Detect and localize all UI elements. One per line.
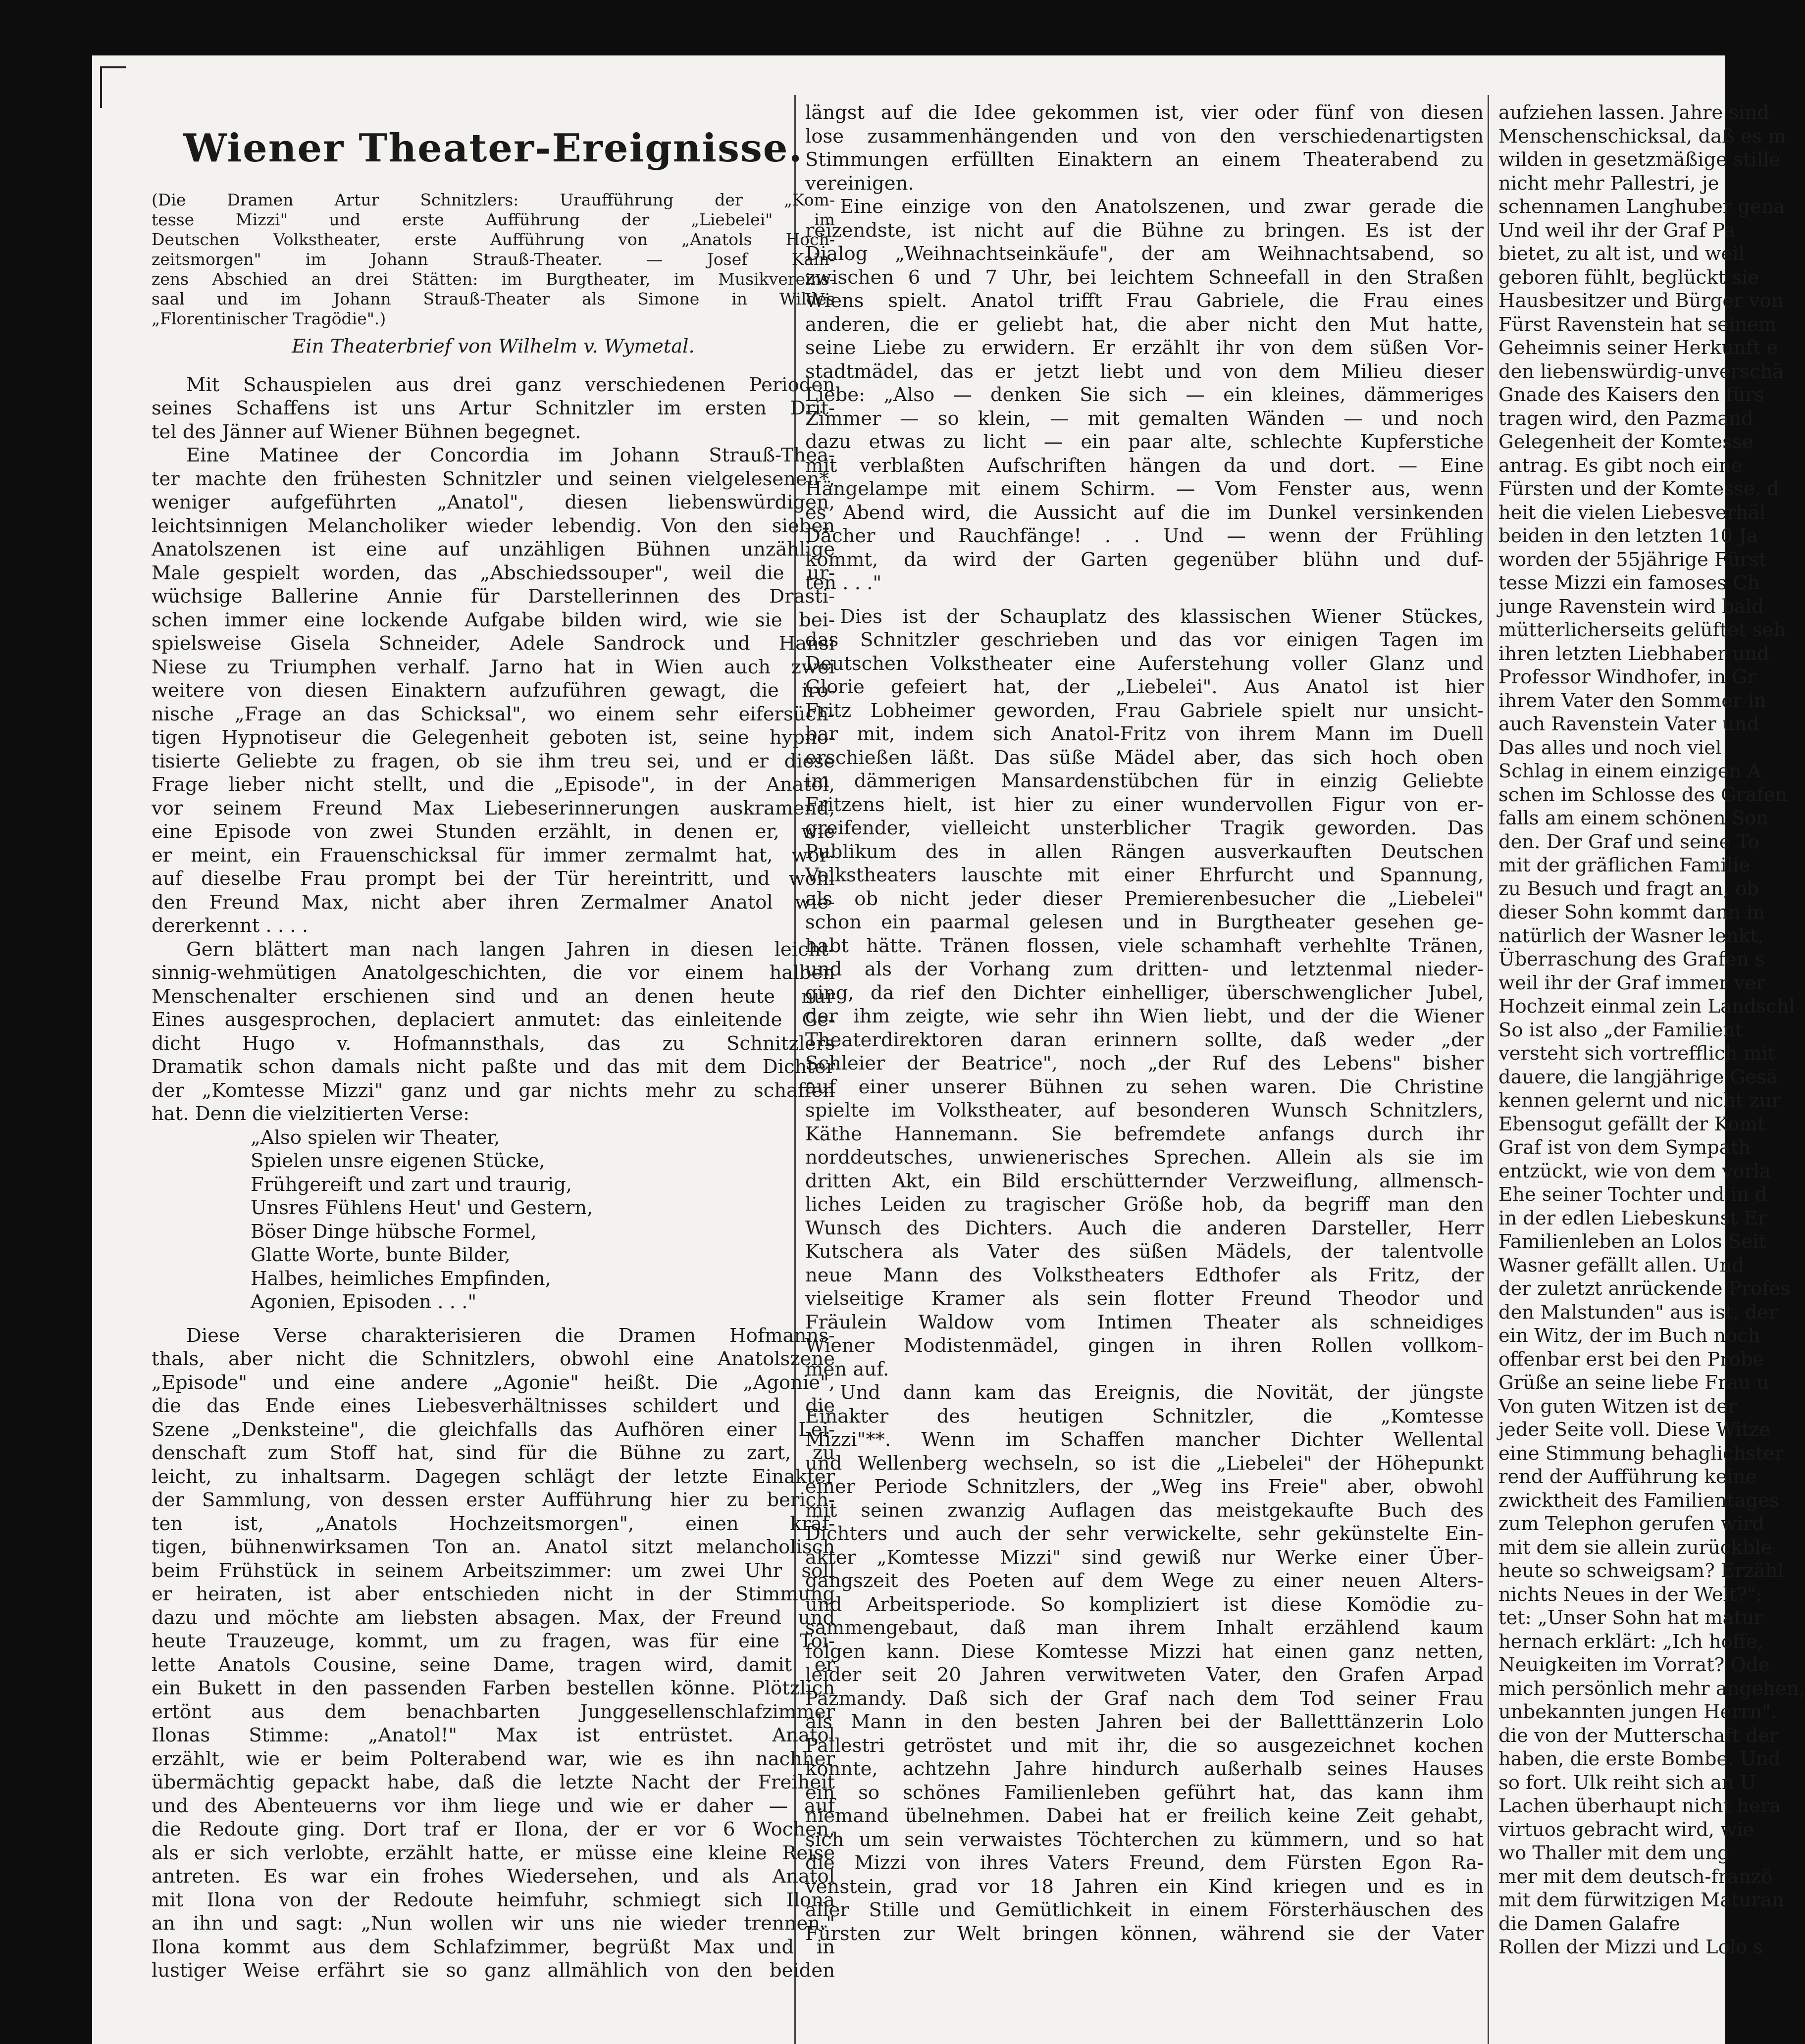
text-line: leichtsinnigen Melancholiker wieder lebendig. Von den sieben xyxy=(152,514,835,537)
text-line: jeder Seite voll. Diese Witze xyxy=(1498,1419,1771,1441)
text-line: Und weil ihr der Graf Pa xyxy=(1498,219,1736,242)
text-line: Schleier der Beatrice", noch „der Ruf des Lebens" bisher xyxy=(805,1052,1484,1074)
text-line: seine Liebe zu erwidern. Er erzählt ihr von dem süßen Vor- xyxy=(805,337,1484,359)
text-line: spielte im Volkstheater, auf besonderen Wunsch Schnitzlers, xyxy=(805,1099,1484,1122)
text-line: Pallestri getröstet und mit ihr, die so ausgezeichnet kochen xyxy=(805,1734,1484,1757)
text-line: es Abend wird, die Aussicht auf die im Dunkel versinkenden xyxy=(805,501,1484,524)
article-lead xyxy=(152,190,835,329)
text-line: den liebenswürdig-unverschä xyxy=(1498,360,1784,383)
text-line: sich um sein verwaistes Töchterchen zu kümmern, und so hat xyxy=(805,1828,1484,1851)
text-line: leicht, zu inhaltsarm. Dagegen schlägt der letzte Einakter xyxy=(152,1465,835,1488)
column-3-body xyxy=(1498,101,1805,1959)
text-line: Anatolszenen ist eine auf unzähligen Bühnen unzählige xyxy=(152,538,835,561)
verse-line: Spielen unsre eigenen Stücke, xyxy=(251,1150,545,1172)
text-line: Fritzens hielt, ist hier zu einer wundervollen Figur von er- xyxy=(805,793,1484,816)
text-line: Lachen überhaupt nicht hera xyxy=(1498,1795,1781,1817)
text-line: Gern blättert man nach langen Jahren in diesen leicht- xyxy=(186,938,835,961)
text-line: bar mit, indem sich Anatol-Fritz von ihrem Mann im Duell xyxy=(805,723,1484,745)
page-corner-mark xyxy=(100,66,126,108)
text-line: Fürst Ravenstein hat seinem xyxy=(1498,313,1777,336)
text-line: ten . . ." xyxy=(805,572,882,594)
text-line: geboren fühlt, beglückt sie xyxy=(1498,266,1759,289)
text-line: tigen Hypnotiseur die Gelegenheit geboten ist, seine hypno- xyxy=(152,726,835,749)
text-line: beim Frühstück in seinem Arbeitszimmer: um zwei Uhr soll xyxy=(152,1559,835,1582)
text-line: den. Der Graf und seine To xyxy=(1498,830,1759,853)
text-line: schen immer eine lockende Aufgabe bilden wird, wie sie bei- xyxy=(152,609,835,631)
text-line: antrag. Es gibt noch eine xyxy=(1498,454,1743,477)
text-line: falls am einem schönen Son xyxy=(1498,807,1769,829)
text-line: konnte, achtzehn Jahre hindurch außerhalb seines Hauses xyxy=(805,1758,1484,1780)
verse-line: Agonien, Episoden . . ." xyxy=(251,1291,477,1313)
text-line: schennamen Langhuber gena xyxy=(1498,196,1785,218)
text-line: sinnig-wehmütigen Anatolgeschichten, die vor einem halben xyxy=(152,962,835,984)
text-line: zu Besuch und fragt an, ob xyxy=(1498,877,1759,900)
text-line: Schlag in einem einzigen A xyxy=(1498,760,1761,782)
text-line: schon ein paarmal gelesen und in Burgtheater gesehen ge- xyxy=(805,911,1484,933)
text-line: ertönt aus dem benachbarten Junggesellenschlafzimmer xyxy=(152,1700,835,1723)
text-line: Volkstheaters lauschte mit einer Ehrfurcht und Spannung, xyxy=(805,864,1484,886)
text-line: dicht Hugo v. Hofmannsthals, das zu Schnitzlers xyxy=(152,1032,835,1055)
text-line: Gnade des Kaisers den fürs xyxy=(1498,384,1764,406)
text-line: ging, da rief den Dichter einhelliger, überschwenglicher Jubel, xyxy=(805,981,1484,1004)
text-line: Eine Matinee der Concordia im Johann Strauß-Thea- xyxy=(186,444,835,466)
text-line: übermächtig gepackt habe, daß die letzte Nacht der Freiheit xyxy=(152,1771,835,1793)
text-line: Grüße an seine liebe Frau u xyxy=(1498,1372,1769,1394)
text-line: virtuos gebracht wird, wie xyxy=(1498,1818,1754,1841)
text-line: tigen, bühnenwirksamen Ton an. Anatol sitzt melancholisch xyxy=(152,1536,835,1558)
text-line: und als der Vorhang zum dritten- und letztenmal nieder- xyxy=(805,958,1484,980)
text-line: tel des Jänner auf Wiener Bühnen begegnet. xyxy=(152,420,581,443)
text-line: nicht mehr Pallestri, je xyxy=(1498,172,1719,195)
lead-line: tesse Mizzi" und erste Aufführung der „Liebelei" im xyxy=(152,210,835,229)
text-line: schen im Schlosse des Grafen xyxy=(1498,783,1788,806)
text-line: mit dem sie allein zurückble xyxy=(1498,1536,1772,1559)
text-line: er meint, ein Frauenschicksal für immer zermalmt hat, wor- xyxy=(152,844,835,867)
text-line: mit Ilona von der Redoute heimfuhr, schmiegt sich Ilona xyxy=(152,1889,835,1911)
text-line: die Damen Galafre xyxy=(1498,1912,1680,1935)
text-line: einer Periode Schnitzlers, der „Weg ins Freie" aber, obwohl xyxy=(805,1476,1484,1498)
lead-line: zens Abschied an drei Stätten: im Burgtheater, im Musikvereins- xyxy=(152,269,835,289)
text-line: als Mann in den besten Jahren bei der Balletttänzerin Lolo xyxy=(805,1711,1484,1733)
text-line: Publikum des in allen Rängen ausverkauften Deutschen xyxy=(805,840,1484,863)
text-line: Überraschung des Grafen s xyxy=(1498,948,1765,971)
text-line: lette Anatols Cousine, seine Dame, tragen wird, damit er xyxy=(152,1653,835,1676)
text-line: greifender, vielleicht unsterblicher Tragik geworden. Das xyxy=(805,817,1484,839)
text-line: mütterlicherseits gelüftet seh xyxy=(1498,619,1786,641)
text-line: heute Trauzeuge, kommt, um zu fragen, was für eine Toi- xyxy=(152,1630,835,1652)
column-1 xyxy=(152,100,835,2044)
text-line: und Arbeitsperiode. So kompliziert ist diese Komödie zu- xyxy=(805,1593,1484,1616)
text-line: ein Witz, der im Buch noch xyxy=(1498,1325,1760,1347)
text-line: Dies ist der Schauplatz des klassischen Wiener Stückes, xyxy=(840,605,1484,628)
text-line: Ehe seiner Tochter und in d xyxy=(1498,1183,1767,1206)
text-line: gangszeit des Poeten auf dem Wege zu einer neuen Alters- xyxy=(805,1570,1484,1592)
text-line: als er sich verlobte, erzählt hatte, er müsse eine kleine Reise xyxy=(152,1841,835,1864)
text-line: und des Abenteuerns vor ihm liege und wie er daher — auf xyxy=(152,1794,835,1817)
text-line: dazu etwas zu licht — ein paar alte, schlechte Kupferstiche xyxy=(805,431,1484,453)
text-line: beiden in den letzten 10 Ja xyxy=(1498,525,1758,547)
text-line: Fritz Lobheimer geworden, Frau Gabriele spielt nur unsicht- xyxy=(805,699,1484,722)
text-line: Hängelampe mit einem Schirm. — Vom Fenster aus, wenn xyxy=(805,478,1484,500)
text-line: unbekannten jungen Herrn". xyxy=(1498,1701,1777,1723)
text-line: Ebensogut gefällt der Komt xyxy=(1498,1113,1765,1135)
lead-line: „Florentinischer Tragödie".) xyxy=(152,309,386,328)
text-line: eine Episode von zwei Stunden erzählt, in denen er, wie xyxy=(152,820,835,843)
text-line: Frage lieber nicht stellt, und die „Episode", in der Anatol, xyxy=(152,773,835,796)
text-line: auch Ravenstein Vater und xyxy=(1498,713,1759,735)
text-line: Professor Windhofer, in Gr xyxy=(1498,666,1756,688)
text-line: kommt, da wird der Garten gegenüber blühn und duf- xyxy=(805,548,1484,571)
text-line: leider seit 20 Jahren verwitweten Vater, den Grafen Arpad xyxy=(805,1664,1484,1686)
text-line: ein Bukett in den passenden Farben bestellen könne. Plötzlich xyxy=(152,1677,835,1699)
text-line: dritten Akt, ein Bild erschütternder Verzweiflung, allmensch- xyxy=(805,1170,1484,1192)
text-line: Hausbesitzer und Bürger von xyxy=(1498,290,1784,312)
text-line: akter „Komtesse Mizzi" sind gewiß nur Werke einer Über- xyxy=(805,1546,1484,1569)
text-line: Mizzi"**. Wenn im Schaffen mancher Dichter Wellental xyxy=(805,1429,1484,1451)
text-line: und Wellenberg wechseln, so ist die „Liebelei" der Höhepunkt xyxy=(805,1452,1484,1475)
text-line: mich persönlich mehr angehen, xyxy=(1498,1677,1805,1700)
lead-line: saal und im Johann Strauß-Theater als Simone in Wildes xyxy=(152,289,835,308)
text-line: dazu und möchte am liebsten absagen. Max, der Freund und xyxy=(152,1606,835,1629)
text-line: ten ist, „Anatols Hochzeitsmorgen", einen kräf- xyxy=(152,1512,835,1535)
text-line: erschießen läßt. Das süße Mädel aber, das sich hoch oben xyxy=(805,746,1484,769)
text-line: Neuigkeiten im Vorrat? Ode xyxy=(1498,1654,1770,1676)
text-line: aufziehen lassen. Jahre sind xyxy=(1498,102,1769,124)
text-line: Dramatik schon damals nicht paßte und das mit dem Dichter xyxy=(152,1056,835,1078)
text-line: Deutschen Volkstheater eine Auferstehung voller Glanz und xyxy=(805,652,1484,675)
text-line: Fräulein Waldow vom Intimen Theater als schneidiges xyxy=(805,1311,1484,1333)
text-line: das Schnitzler geschrieben und das vor einigen Tagen im xyxy=(805,629,1484,651)
text-line: Wiener Modistenmädel, gingen in ihren Rollen vollkom- xyxy=(805,1334,1484,1357)
text-line: aller Stille und Gemütlichkeit in einem Försterhäuschen des xyxy=(805,1899,1484,1921)
text-line: ter machte den frühesten Schnitzler und seinen vielgelesenen*, xyxy=(152,467,835,490)
text-line: men auf. xyxy=(805,1358,889,1380)
text-line: Menschenschicksal, daß es m xyxy=(1498,125,1786,148)
lead-line: zeitsmorgen" im Johann Strauß-Theater. — Josef Kain- xyxy=(152,250,835,269)
text-line: haben, die erste Bombe. Und xyxy=(1498,1748,1781,1770)
text-line: weniger aufgeführten „Anatol", diesen liebenswürdigen, xyxy=(152,491,835,513)
text-line: nische „Frage an das Schicksal", wo einem sehr eifersüch- xyxy=(152,703,835,725)
text-line: wo Thaller mit dem ung xyxy=(1498,1842,1730,1864)
text-line: Käthe Hannemann. Sie befremdete anfangs durch ihr xyxy=(805,1123,1484,1145)
text-line: „Episode" und eine andere „Agonie" heißt. Die „Agonie", xyxy=(152,1371,835,1394)
text-line: junge Ravenstein wird bald xyxy=(1498,595,1764,618)
text-line: der Sammlung, von dessen erster Aufführung hier zu berich- xyxy=(152,1489,835,1511)
text-line: zum Telephon gerufen wird xyxy=(1498,1513,1765,1535)
text-line: mit verblaßten Aufschriften hängen da und dort. — Eine xyxy=(805,454,1484,477)
text-line: weil ihr der Graf immer ver xyxy=(1498,971,1765,994)
text-line: die Redoute ging. Dort traf er Ilona, der er vor 6 Wochen, xyxy=(152,1818,835,1840)
text-line: vor seinem Freund Max Liebeserinnerungen auskramend, xyxy=(152,797,835,819)
text-line: bietet, zu alt ist, und weil xyxy=(1498,243,1745,265)
text-line: mer mit dem deutsch-franzö xyxy=(1498,1865,1773,1888)
text-line: Wiens spielt. Anatol trifft Frau Gabriele, die Frau eines xyxy=(805,290,1484,312)
text-line: neue Mann des Volkstheaters Edthofer als Fritz, der xyxy=(805,1264,1484,1286)
lead-line: (Die Dramen Artur Schnitzlers: Uraufführung der „Kom- xyxy=(152,190,835,209)
text-line: Szene „Denksteine", die gleichfalls das Aufhören einer Lei- xyxy=(152,1418,835,1441)
text-line: Graf ist von dem Sympath xyxy=(1498,1136,1751,1159)
text-line: worden der 55jährige Fürst xyxy=(1498,548,1767,571)
paragraph-gap xyxy=(152,1314,835,1324)
text-line: dauere, die langjährige Gesä xyxy=(1498,1066,1778,1088)
text-line: seines Schaffens ist uns Artur Schnitzler im ersten Drit- xyxy=(152,397,835,419)
text-line: ein so schönes Familienleben geführt hat, das kann ihm xyxy=(805,1781,1484,1804)
text-line: ihren letzten Liebhaber und xyxy=(1498,642,1769,665)
text-line: auf dieselbe Frau prompt bei der Tür hereintritt, und wohl xyxy=(152,868,835,890)
paragraph-gap xyxy=(805,595,1484,605)
text-line: Gelegenheit der Komtesse xyxy=(1498,431,1753,453)
verse-line: Böser Dinge hübsche Formel, xyxy=(251,1220,537,1243)
text-line: offenbar erst bei den Probe xyxy=(1498,1348,1764,1371)
text-line: Stimmungen erfüllten Einaktern an einem Theaterabend zu xyxy=(805,149,1484,171)
text-line: den Malstunden" aus ist, der xyxy=(1498,1301,1778,1324)
text-line: Dächer und Rauchfänge! . . Und — wenn der Frühling xyxy=(805,525,1484,547)
text-line: Glorie gefeiert hat, der „Liebelei". Aus Anatol ist hier xyxy=(805,676,1484,698)
text-line: Liebe: „Also — denken Sie sich — ein kleines, dämmeriges xyxy=(805,384,1484,406)
text-line: niemand übelnehmen. Dabei hat er freilich keine Zeit gehabt, xyxy=(805,1805,1484,1827)
text-line: weitere von diesen Einaktern aufzuführen gewagt, die iro- xyxy=(152,679,835,702)
text-line: Ilonas Stimme: „Anatol!" Max ist entrüstet. Anatol xyxy=(152,1724,835,1746)
text-line: folgen kann. Diese Komtesse Mizzi hat einen ganz netten, xyxy=(805,1640,1484,1663)
text-line: tragen wird, den Pazmand xyxy=(1498,407,1753,430)
text-line: Diese Verse charakterisieren die Dramen Hofmanns- xyxy=(186,1324,835,1347)
text-line: die von der Mutterschaft der xyxy=(1498,1724,1779,1747)
text-line: norddeutsches, unwienerisches Sprechen. Allein als sie im xyxy=(805,1146,1484,1169)
newspaper-page xyxy=(92,55,1805,2044)
text-line: kennen gelernt und nicht zur xyxy=(1498,1089,1781,1112)
column-2-body xyxy=(805,101,1484,1945)
column-2 xyxy=(805,101,1484,2044)
text-line: rend der Aufführung keine xyxy=(1498,1466,1757,1488)
text-line: mit der gräflichen Familie xyxy=(1498,854,1751,876)
text-line: Fürsten zur Welt bringen können, während sie der Vater xyxy=(805,1922,1484,1945)
text-line: erzählt, wie er beim Polterabend war, wie es ihn nachher xyxy=(152,1747,835,1770)
text-line: anderen, die er geliebt hat, die aber nicht den Mut hatte, xyxy=(805,313,1484,336)
text-line: der ihm zeigte, wie sehr ihn Wien liebt, und der die Wiener xyxy=(805,1005,1484,1027)
text-line: der „Komtesse Mizzi" ganz und gar nichts mehr zu schaffen xyxy=(152,1079,835,1102)
text-line: so fort. Ulk reiht sich an U xyxy=(1498,1771,1756,1794)
text-line: tet: „Unser Sohn hat matur xyxy=(1498,1607,1763,1629)
text-line: Eines ausgesprochen, deplaciert anmutet: das einleitende Ge- xyxy=(152,1009,835,1031)
text-line: stadtmädel, das er jetzt liebt und von dem Milieu dieser xyxy=(805,360,1484,383)
text-line: ihrem Vater den Sommer in xyxy=(1498,689,1766,712)
text-line: im dämmerigen Mansardenstübchen für in einzig Geliebte xyxy=(805,770,1484,792)
text-line: Theaterdirektoren daran erinnern sollte, daß weder „der xyxy=(805,1028,1484,1051)
text-line: dieser Sohn kommt dann in xyxy=(1498,901,1765,923)
text-line: längst auf die Idee gekommen ist, vier oder fünf von diesen xyxy=(805,102,1484,124)
text-line: versteht sich vortrefflich mit xyxy=(1498,1042,1775,1065)
text-line: der zuletzt anrückende Profes xyxy=(1498,1278,1791,1300)
article-title: Wiener Theater-Ereignisse. xyxy=(183,126,803,171)
text-line: eine Stimmung behaglichster xyxy=(1498,1442,1784,1465)
text-line: wilden in gesetzmäßige stille xyxy=(1498,149,1781,171)
text-line: denschaft zum Stoff hat, sind für die Bühne zu zart, zu xyxy=(152,1442,835,1464)
text-line: Und dann kam das Ereignis, die Novität, der jüngste xyxy=(840,1381,1484,1404)
text-line: Einakter des heutigen Schnitzler, die „Komtesse xyxy=(805,1405,1484,1428)
text-line: Von guten Witzen ist der xyxy=(1498,1395,1737,1418)
text-line: hernach erklärt: „Ich hoffe, xyxy=(1498,1630,1764,1653)
text-line: hat. Denn die vielzitierten Verse: xyxy=(152,1103,470,1125)
text-line: Wasner gefällt allen. Und xyxy=(1498,1254,1744,1277)
text-line: Geheimnis seiner Herkunft e xyxy=(1498,337,1778,359)
verse-line: Glatte Worte, bunte Bilder, xyxy=(251,1244,511,1266)
lead-line: Deutschen Volkstheater, erste Aufführung von „Anatols Hoch- xyxy=(152,230,835,249)
text-line: die das Ende eines Liebesverhältnisses schildert und die xyxy=(152,1395,835,1417)
text-line: Fürsten und der Komtesse, d xyxy=(1498,478,1779,500)
text-line: an ihn und sagt: „Nun wollen wir uns nie wieder trennen." xyxy=(152,1912,835,1935)
column-rule xyxy=(1488,95,1489,2044)
text-line: heit die vielen Liebesverhäl xyxy=(1498,501,1766,524)
verse-line: Frühgereift und zart und traurig, xyxy=(251,1173,572,1196)
text-line: Ilona kommt aus dem Schlafzimmer, begrüßt Max und in xyxy=(152,1936,835,1958)
text-line: Rollen der Mizzi und Lolo s xyxy=(1498,1936,1763,1958)
text-line: entzückt, wie von dem vorla xyxy=(1498,1160,1771,1182)
text-line: Male gespielt worden, das „Abschiedssouper", weil die ur- xyxy=(152,562,835,584)
text-line: Pazmandy. Daß sich der Graf nach dem Tod seiner Frau xyxy=(805,1687,1484,1710)
text-line: die Mizzi von ihres Vaters Freund, dem Fürsten Egon Ra- xyxy=(805,1852,1484,1874)
text-line: tisierte Geliebte zu fragen, ob sie ihm treu sei, und er diese xyxy=(152,750,835,772)
verse-line: „Also spielen wir Theater, xyxy=(251,1126,500,1149)
text-line: liches Leiden zu tragischer Größe hob, da begriff man den xyxy=(805,1193,1484,1216)
text-line: antreten. Es war ein frohes Wiedersehen, und als Anatol xyxy=(152,1865,835,1888)
text-line: reizendste, ist nicht auf die Bühne zu bringen. Es ist der xyxy=(805,219,1484,242)
text-line: in der edlen Liebeskunst Er xyxy=(1498,1207,1767,1229)
text-line: So ist also „der Familient xyxy=(1498,1019,1743,1041)
text-line: Mit Schauspielen aus drei ganz verschiedenen Perioden xyxy=(186,373,835,396)
text-line: Niese zu Triumphen verhalf. Jarno hat in Wien auch zwei xyxy=(152,656,835,678)
text-line: Eine einzige von den Anatolszenen, und zwar gerade die xyxy=(840,196,1484,218)
text-line: Hochzeit einmal zein Landschl xyxy=(1498,995,1795,1018)
text-line: Dialog „Weihnachtseinkäufe", der am Weihnachtsabend, so xyxy=(805,243,1484,265)
text-line: mit seinen zwanzig Auflagen das meistgekaufte Buch des xyxy=(805,1499,1484,1522)
text-line: lose zusammenhängenden und von den verschiedenartigsten xyxy=(805,125,1484,148)
text-line: den Freund Max, nicht aber ihren Zermalmer Anatol wie- xyxy=(152,891,835,914)
text-line: sammengebaut, daß man ihrem Inhalt erzählend kaum xyxy=(805,1617,1484,1639)
text-line: zwicktheit des Familientages xyxy=(1498,1489,1779,1512)
text-line: auf einer unserer Bühnen zu sehen waren. Die Christine xyxy=(805,1075,1484,1098)
text-line: lustiger Weise erfährt sie so ganz allmählich von den beiden xyxy=(152,1959,835,1982)
text-line: nichts Neues in der Welt?"; xyxy=(1498,1583,1762,1606)
text-line: zwischen 6 und 7 Uhr, bei leichtem Schneefall in den Straßen xyxy=(805,266,1484,289)
text-line: thals, aber nicht die Schnitzlers, obwohl eine Anatolszene xyxy=(152,1348,835,1370)
verse-line: Unsres Fühlens Heut' und Gestern, xyxy=(251,1197,593,1219)
text-line: habt hätte. Tränen flossen, viele schamhaft verhehlte Tränen, xyxy=(805,934,1484,957)
text-line: mit dem fürwitzigen Maturan xyxy=(1498,1889,1784,1911)
text-line: heute so schweigsam? Erzähl xyxy=(1498,1560,1784,1582)
text-line: Zimmer — so klein, — mit gemalten Wänden — und noch xyxy=(805,407,1484,430)
text-line: Dichters und auch der sehr verwickelte, sehr gekünstelte Ein- xyxy=(805,1523,1484,1545)
text-line: als ob nicht jeder dieser Premierenbesucher die „Liebelei" xyxy=(805,887,1484,910)
text-line: vereinigen. xyxy=(805,172,914,195)
text-line: Wunsch des Dichters. Auch die anderen Darsteller, Herr xyxy=(805,1217,1484,1239)
verse-line: Halbes, heimliches Empfinden, xyxy=(251,1267,551,1290)
text-line: er heiraten, ist aber entschieden nicht in der Stimmung xyxy=(152,1583,835,1605)
text-line: spielsweise Gisela Schneider, Adele Sandrock und Hansi xyxy=(152,632,835,655)
text-line: tesse Mizzi ein famoses Ch xyxy=(1498,572,1760,594)
text-line: natürlich der Wasner lenkt, xyxy=(1498,924,1764,947)
text-line: dererkennt . . . . xyxy=(152,915,309,937)
text-line: Kutschera als Vater des süßen Mädels, der talentvolle xyxy=(805,1240,1484,1263)
text-line: Menschenalter erschienen sind und an denen heute nur xyxy=(152,985,835,1008)
column-3 xyxy=(1498,101,1805,2044)
text-line: venstein, grad vor 18 Jahren ein Kind kriegen und es in xyxy=(805,1875,1484,1898)
text-line: Das alles und noch viel xyxy=(1498,736,1722,759)
column-1-body xyxy=(152,373,835,1983)
text-line: vielseitige Kramer als sein flotter Freund Theodor und xyxy=(805,1287,1484,1310)
text-line: Familienleben an Lolos Seit xyxy=(1498,1230,1766,1253)
text-line: wüchsige Ballerine Annie für Darstellerinnen des Drasti- xyxy=(152,585,835,608)
article-byline: Ein Theaterbrief von Wilhelm v. Wymetal. xyxy=(292,335,695,358)
